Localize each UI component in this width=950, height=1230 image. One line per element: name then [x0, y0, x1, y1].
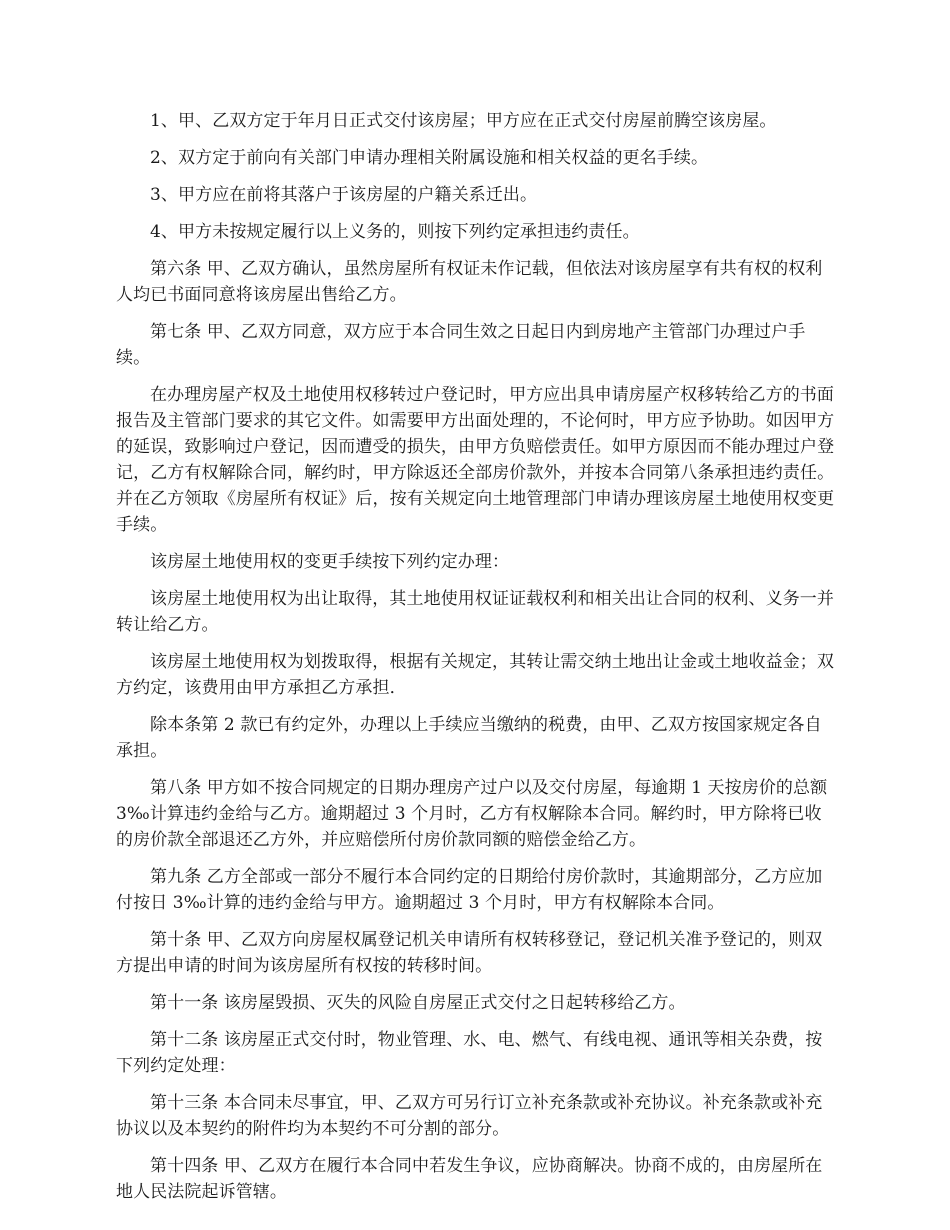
paragraph-article-8: 第八条 甲方如不按合同规定的日期办理房产过户以及交付房屋，每逾期 1 天按房价的总额 3‰计算违约金给与乙方。逾期超过 3 个月时，乙方有权解除本合同。解约时，甲方除将已收的房价款全部退还乙方外，并应赔偿所付房价款同额的赔偿金给乙方。: [116, 778, 828, 850]
paragraph-article-7: 第七条 甲、乙双方同意，双方应于本合同生效之日起日内到房地产主管部门办理过户手续。: [116, 322, 806, 368]
paragraph-article-11: 第十一条 该房屋毁损、灭失的风险自房屋正式交付之日起转移给乙方。: [150, 993, 686, 1013]
paragraph-article-10: 第十条 甲、乙双方向房屋权属登记机关申请所有权转移登记，登记机关准予登记的，则双方提出申请的时间为该房屋所有权按的转移时间。: [116, 930, 823, 976]
paragraph-land-use-change: 该房屋土地使用权的变更手续按下列约定办理：: [150, 552, 510, 572]
paragraph-article-13: 第十三条 本合同未尽事宜，甲、乙双方可另行订立补充条款或补充协议。补充条款或补充协议以及本契约的附件均为本契约不可分割的部分。: [116, 1093, 823, 1139]
paragraph-clause-2: 2、双方定于前向有关部门申请办理相关附属设施和相关权益的更名手续。: [150, 148, 709, 168]
paragraph-land-use-transfer: 该房屋土地使用权为出让取得，其土地使用权证证载权利和相关出让合同的权利、义务一并转让给乙方。: [116, 589, 834, 635]
paragraph-clause-4: 4、甲方未按规定履行以上义务的，则按下列约定承担违约责任。: [150, 222, 640, 242]
paragraph-land-use-allocation: 该房屋土地使用权为划拨取得，根据有关规定，其转让需交纳土地出让金或土地收益金；双方约定，该费用由甲方承担乙方承担．: [116, 652, 834, 698]
paragraph-taxes: 除本条第 2 款已有约定外，办理以上手续应当缴纳的税费，由甲、乙双方按国家规定各自承担。: [116, 715, 822, 761]
paragraph-article-9: 第九条 乙方全部或一部分不履行本合同约定的日期给付房价款时，其逾期部分，乙方应加付按日 3‰计算的违约金给与甲方。逾期超过 3 个月时，甲方有权解除本合同。: [116, 867, 823, 913]
paragraph-clause-3: 3、甲方应在前将其落户于该房屋的户籍关系迁出。: [150, 185, 538, 205]
paragraph-transfer-registration: 在办理房屋产权及土地使用权移转过户登记时，甲方应出具申请房屋产权移转给乙方的书面报告及主管部门要求的其它文件。如需要甲方出面处理的，不论何时，甲方应予协助。如因甲方的延误，致影响过户登记，因而遭受的损失，由甲方负赔偿责任。如甲方原因而不能办理过户登记，乙方有权解除合同，解约时，甲方除返还全部房价款外，并按本合同第八条承担违约责任。并在乙方领取《房屋所有权证》后，按有关规定向土地管理部门申请办理该房屋土地使用权变更手续。: [116, 385, 835, 535]
paragraph-article-6: 第六条 甲、乙双方确认，虽然房屋所有权证未作记载，但依法对该房屋享有共有权的权利人均已书面同意将该房屋出售给乙方。: [116, 259, 823, 305]
paragraph-clause-1: 1、甲、乙双方定于年月日正式交付该房屋；甲方应在正式交付房屋前腾空该房屋。: [150, 111, 777, 131]
document-body: [116, 108, 838, 1216]
paragraph-article-14: 第十四条 甲、乙双方在履行本合同中若发生争议，应协商解决。协商不成的，由房屋所在地人民法院起诉管辖。: [116, 1156, 823, 1202]
paragraph-article-12: 第十二条 该房屋正式交付时，物业管理、水、电、燃气、有线电视、通讯等相关杂费，按下列约定处理：: [116, 1030, 823, 1076]
